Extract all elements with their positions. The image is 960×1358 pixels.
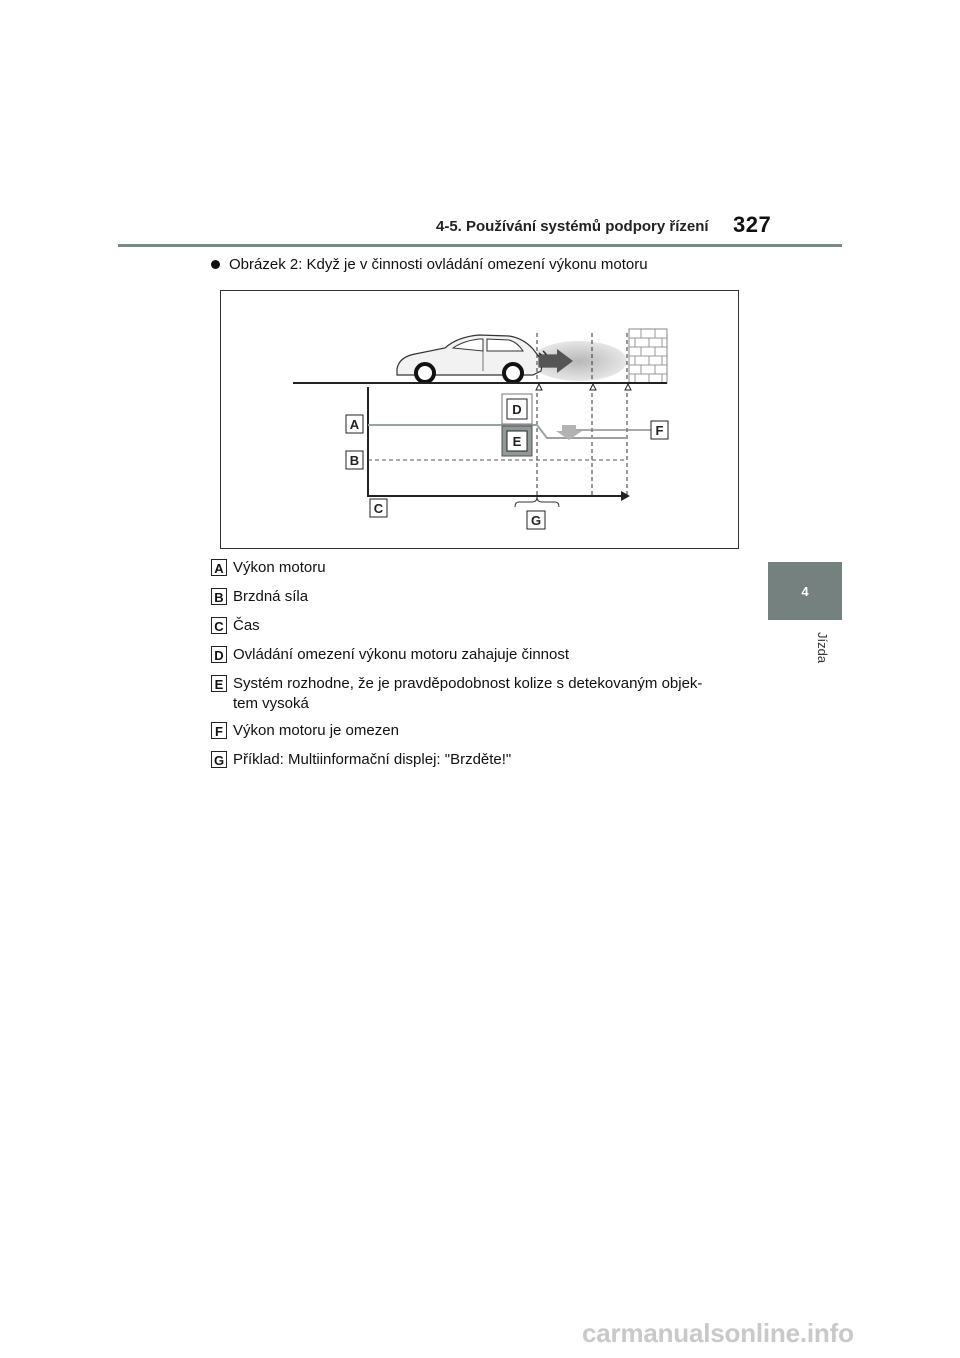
chapter-number: 4 (801, 584, 809, 599)
label-A (346, 415, 363, 433)
legend-badge: G (211, 751, 227, 768)
svg-text:E: E (512, 434, 522, 449)
bullet-dot-icon (211, 260, 220, 269)
brick-wall-icon (629, 329, 667, 383)
figure-diagram (221, 291, 738, 548)
legend-text: Ovládání omezení výkonu motoru zahajuje činnost (233, 646, 570, 663)
car-icon (397, 335, 549, 382)
legend-item (211, 750, 751, 770)
legend-badge: A (211, 559, 227, 576)
legend-badge: D (211, 646, 227, 663)
watermark: carmanualsonline.info (582, 1318, 854, 1348)
legend-badge: E (211, 675, 227, 692)
legend-item (211, 616, 751, 636)
legend-text-line1: Systém rozhodne, že je pravděpodobnost kolize s detekovaným objek- (233, 675, 703, 692)
svg-text:A: A (349, 417, 360, 432)
legend-text: Výkon motoru je omezen (233, 722, 399, 739)
legend-text-line2: tem vysoká (233, 695, 309, 712)
timing-lines-lower (537, 393, 627, 495)
legend-text: Čas (233, 617, 260, 634)
legend-text (233, 674, 702, 714)
intro-text: Obrázek 2: Když je v činnosti ovládání omezení výkonu motoru (229, 256, 648, 273)
label-G (527, 511, 545, 529)
legend-item (211, 645, 751, 665)
label-D (502, 394, 532, 424)
x-axis-arrowhead (621, 491, 630, 501)
chapter-label: Jízda (815, 632, 830, 664)
svg-text:B: B (349, 453, 360, 468)
g-brace (515, 497, 559, 507)
chapter-side-tab[interactable] (768, 562, 842, 620)
label-C (370, 499, 387, 517)
intro-bullet (211, 256, 648, 273)
svg-text:D: D (512, 402, 522, 417)
svg-text:F: F (655, 423, 664, 438)
svg-text:G: G (530, 513, 542, 528)
svg-text:C: C (373, 501, 384, 516)
label-B (346, 451, 363, 469)
legend-text: Brzdná síla (233, 588, 309, 605)
legend-item (211, 587, 751, 607)
legend-item (211, 674, 751, 714)
legend-badge: F (211, 722, 227, 739)
label-E (502, 426, 532, 456)
position-markers (536, 384, 631, 390)
legend-text: Výkon motoru (233, 559, 326, 576)
header-rule (118, 244, 842, 247)
legend (211, 558, 751, 779)
header-title: 4-5. Používání systémů podpory řízení (436, 218, 709, 235)
legend-badge: C (211, 617, 227, 634)
engine-output-line (368, 425, 627, 438)
figure (220, 290, 739, 549)
legend-item (211, 721, 751, 741)
legend-text: Příklad: Multiinformační displej: "Brzděte!" (233, 751, 512, 768)
legend-badge: B (211, 588, 227, 605)
legend-item (211, 558, 751, 578)
page-number: 327 (733, 212, 772, 237)
label-F (651, 421, 668, 439)
